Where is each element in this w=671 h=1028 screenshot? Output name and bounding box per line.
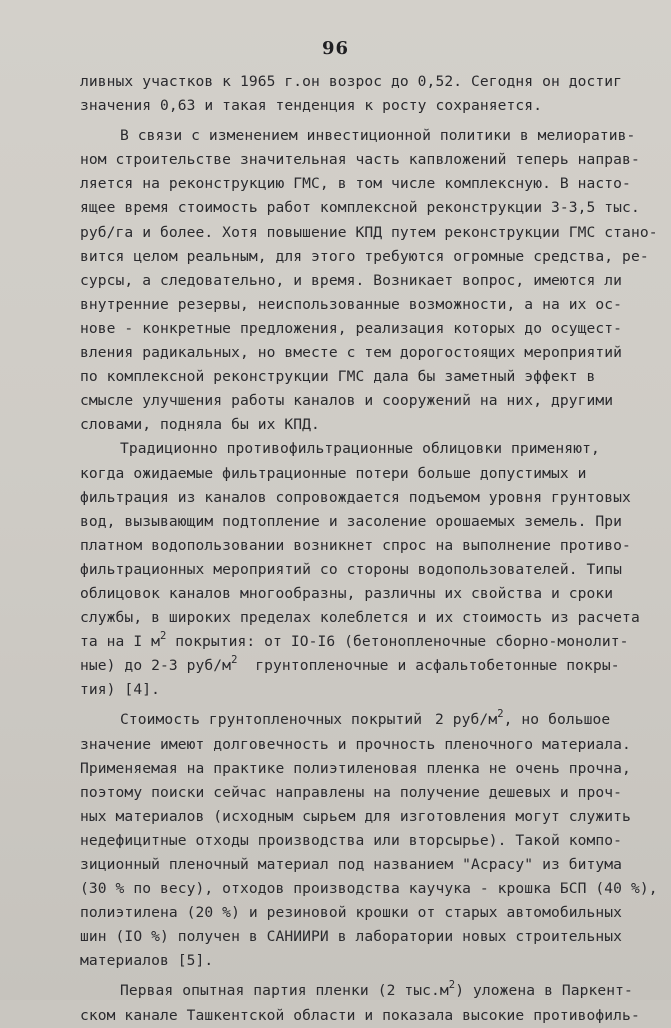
text-line: когда ожидаемые фильтрационные потери больше допустимых и bbox=[80, 464, 587, 482]
text-line: значения 0,63 и такая тенденция к росту сохраняется. bbox=[80, 97, 543, 115]
text-line: ляется на реконструкцию ГМС, в том числе комплексную. В насто- bbox=[80, 175, 631, 193]
text-line: зиционный пленочный материал под названием "Асрасу" из битума bbox=[80, 856, 623, 873]
text-line: шин (IO %) получен в САНИИРИ в лаборатории новых строительных bbox=[80, 928, 623, 946]
text-line: руб/га и более. Хотя повышение КПД путем реконструкции ГМС стано- bbox=[80, 223, 658, 241]
text-line: ные) до 2-3 руб/$м^2$ грунтопленочные и асфальтобетонные покры- bbox=[80, 654, 620, 675]
text-line: нове - конкретные предложения, реализация которых до осущест- bbox=[80, 319, 623, 337]
text-line: словами, подняла бы их КПД. bbox=[80, 416, 320, 434]
text-line: ном строительстве значительная часть капвложений теперь направ- bbox=[80, 151, 640, 169]
text-line: поэтому поиски сейчас направлены на получение дешевых и проч- bbox=[80, 783, 623, 801]
superscript: 2 bbox=[448, 979, 456, 992]
superscript: 2 bbox=[159, 630, 167, 643]
body-text bbox=[80, 70, 658, 1028]
text-line: Первая опытная партия пленки (2 $тыс.м^2$) уложена в Паркент- bbox=[120, 979, 633, 1000]
superscript: 2 bbox=[497, 708, 504, 721]
text-line: вления радикальных, но вместе с тем дорогостоящих мероприятий bbox=[80, 344, 623, 362]
text-line: (30 % по весу), отходов производства каучука - крошка БСП (40 %), bbox=[80, 880, 658, 898]
text-line: материалов [5]. bbox=[80, 952, 214, 970]
text-line: значение имеют долговечность и прочность пленочного материала. bbox=[80, 735, 631, 753]
text-line: недефицитные отходы производства или вторсырье). Такой компо- bbox=[80, 831, 623, 849]
text-line: Применяемая на практике полиэтиленовая пленка не очень прочна, bbox=[80, 759, 631, 777]
text-line: облицовок каналов многообразны, различны их свойства и сроки bbox=[80, 584, 614, 602]
text-line: вод, вызывающим подтопление и засоление орошаемых земель. При bbox=[80, 512, 623, 530]
text-line: Стоимость грунтопленочных покрытий 2 руб/$м^2$, но большое bbox=[120, 708, 611, 729]
text-line: платном водопользовании возникнет спрос на выполнение противо- bbox=[80, 536, 631, 554]
text-line: смысле улучшения работы каналов и сооружений на них, другими bbox=[80, 392, 614, 410]
superscript: 2 bbox=[231, 654, 238, 667]
text-line: внутренние резервы, неиспользованные возможности, а на их ос- bbox=[80, 295, 623, 313]
text-line: ных материалов (исходным сырьем для изготовления могут служить bbox=[80, 807, 631, 825]
text-line: по комплексной реконструкции ГМС дала бы заметный эффект в bbox=[80, 368, 596, 386]
text-line: полиэтилена (20 %) и резиновой крошки от старых автомобильных bbox=[80, 904, 623, 922]
text-line: тия) [4]. bbox=[80, 681, 160, 699]
text-line: та на I $м^2$ покрытия: от IO-I6 (бетонопленочные сборно-монолит- bbox=[80, 630, 629, 651]
text-line: ливных участков к 1965 г.он возрос до 0,52. Сегодня он достиг bbox=[80, 73, 623, 90]
text-line: службы, в широких пределах колеблется и их стоимость из расчета bbox=[80, 609, 640, 627]
text-line: фильтрация из каналов сопровождается подъемом уровня грунтовых bbox=[80, 488, 631, 506]
text-line: ском канале Ташкентской области и показала высокие противофиль- bbox=[80, 1006, 640, 1024]
text-line: фильтрационных мероприятий со стороны водопользователей. Типы bbox=[80, 560, 623, 578]
text-line: В связи с изменением инвестиционной политики в мелиоратив- bbox=[120, 127, 636, 145]
text-line: ящее время стоимость работ комплексной реконструкции 3-3,5 тыс. bbox=[80, 199, 640, 217]
text-line: сурсы, а следовательно, и время. Возникает вопрос, имеются ли bbox=[80, 271, 623, 289]
page-number: 96 bbox=[321, 38, 350, 59]
text-line: вится целом реальным, для этого требуются огромные средства, ре- bbox=[80, 247, 649, 265]
text-line: Традиционно противофильтрационные облицовки применяют, bbox=[120, 440, 600, 458]
